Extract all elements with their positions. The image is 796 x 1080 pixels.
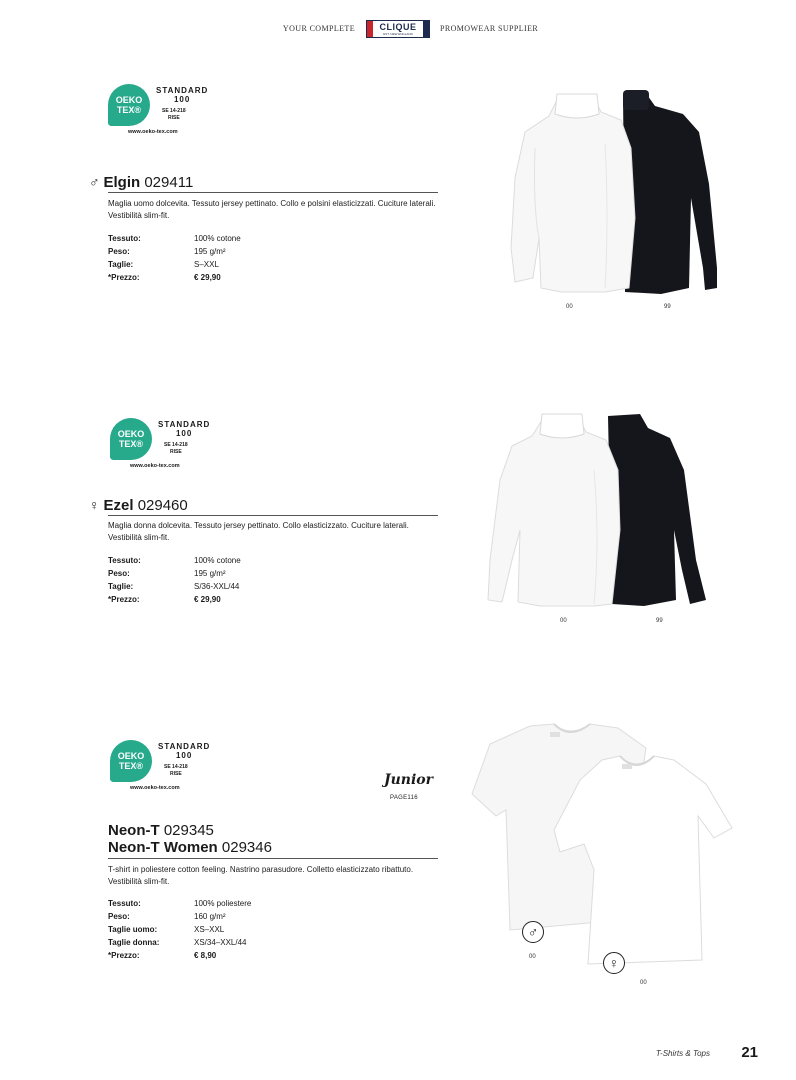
oeko-tex-badge: OEKO TEX® STANDARD 100 SE 14-218 RISE www.oeko-tex.com — [110, 740, 220, 800]
color-code: 00 — [566, 304, 573, 310]
oeko-tex-badge: OEKO TEX® STANDARD 100 SE 14-218 RISE www.oeko-tex.com — [110, 418, 220, 478]
color-code: 99 — [664, 304, 671, 310]
product-title-elgin: ♂ Elgin 029411 — [89, 174, 194, 191]
junior-label: Junior — [384, 772, 434, 788]
product-specs: Tessuto: 100% cotone Peso: 195 g/m² Taglie: S–XXL *Prezzo: € 29,90 — [108, 234, 241, 282]
color-code: 00 — [560, 618, 567, 624]
divider — [108, 858, 438, 859]
color-code: 00 — [640, 980, 647, 986]
oeko-tex-badge: OEKO TEX® STANDARD 100 SE 14-218 RISE www.oeko-tex.com — [108, 84, 218, 144]
product-description: Maglia uomo dolcevita. Tessuto jersey pettinato. Collo e polsini elasticizzati. Cuciture laterali. Vestibilità slim-fit. — [108, 199, 436, 220]
product-specs: Tessuto: 100% poliestere Peso: 160 g/m² Taglie uomo: XS–XXL Taglie donna: XS/34–XXL/44 *Prezzo: € 8,90 — [108, 899, 252, 960]
ezel-product-image — [484, 410, 720, 610]
color-code: 99 — [656, 618, 663, 624]
divider — [108, 515, 438, 516]
color-code: 00 — [529, 954, 536, 960]
male-symbol-icon: ♂ — [89, 174, 100, 190]
male-badge-icon: ♂ — [522, 921, 544, 943]
divider — [108, 192, 438, 193]
header-left-text: YOUR COMPLETE — [282, 24, 355, 33]
oeko-tex-leaf-icon: OEKO TEX® — [108, 84, 150, 126]
header-right-text: PROMOWEAR SUPPLIER — [440, 24, 539, 33]
oeko-tex-leaf-icon: OEKO TEX® — [110, 418, 152, 460]
logo-name: CLIQUE — [379, 22, 417, 32]
elgin-product-image — [505, 88, 735, 303]
neon-t-product-image — [470, 720, 740, 970]
female-symbol-icon: ♀ — [89, 497, 100, 513]
oeko-tex-leaf-icon: OEKO TEX® — [110, 740, 152, 782]
female-badge-icon: ♀ — [603, 952, 625, 974]
junior-page-ref: PAGE116 — [390, 795, 418, 801]
product-title-ezel: ♀ Ezel 029460 — [89, 497, 188, 514]
product-specs: Tessuto: 100% cotone Peso: 195 g/m² Taglie: S/36-XXL/44 *Prezzo: € 29,90 — [108, 556, 241, 604]
product-description: Maglia donna dolcevita. Tessuto jersey pettinato. Collo elasticizzato. Cuciture laterali. Vestibilità slim-fit. — [108, 521, 409, 542]
clique-logo — [366, 20, 430, 38]
section-title: T-Shirts & Tops — [655, 1049, 710, 1058]
page-header — [0, 20, 796, 40]
page-number: 21 — [741, 1044, 758, 1061]
product-description: T-shirt in poliestere cotton feeling. Nastrino parasudore. Colletto elasticizzato ribattuto. Vestibilità slim-fit. — [108, 865, 414, 886]
logo-sub: EST. NEW ENGLAND — [383, 32, 413, 36]
product-title-neon-t: Neon-T 029345 Neon-T Women 029346 — [108, 822, 272, 856]
